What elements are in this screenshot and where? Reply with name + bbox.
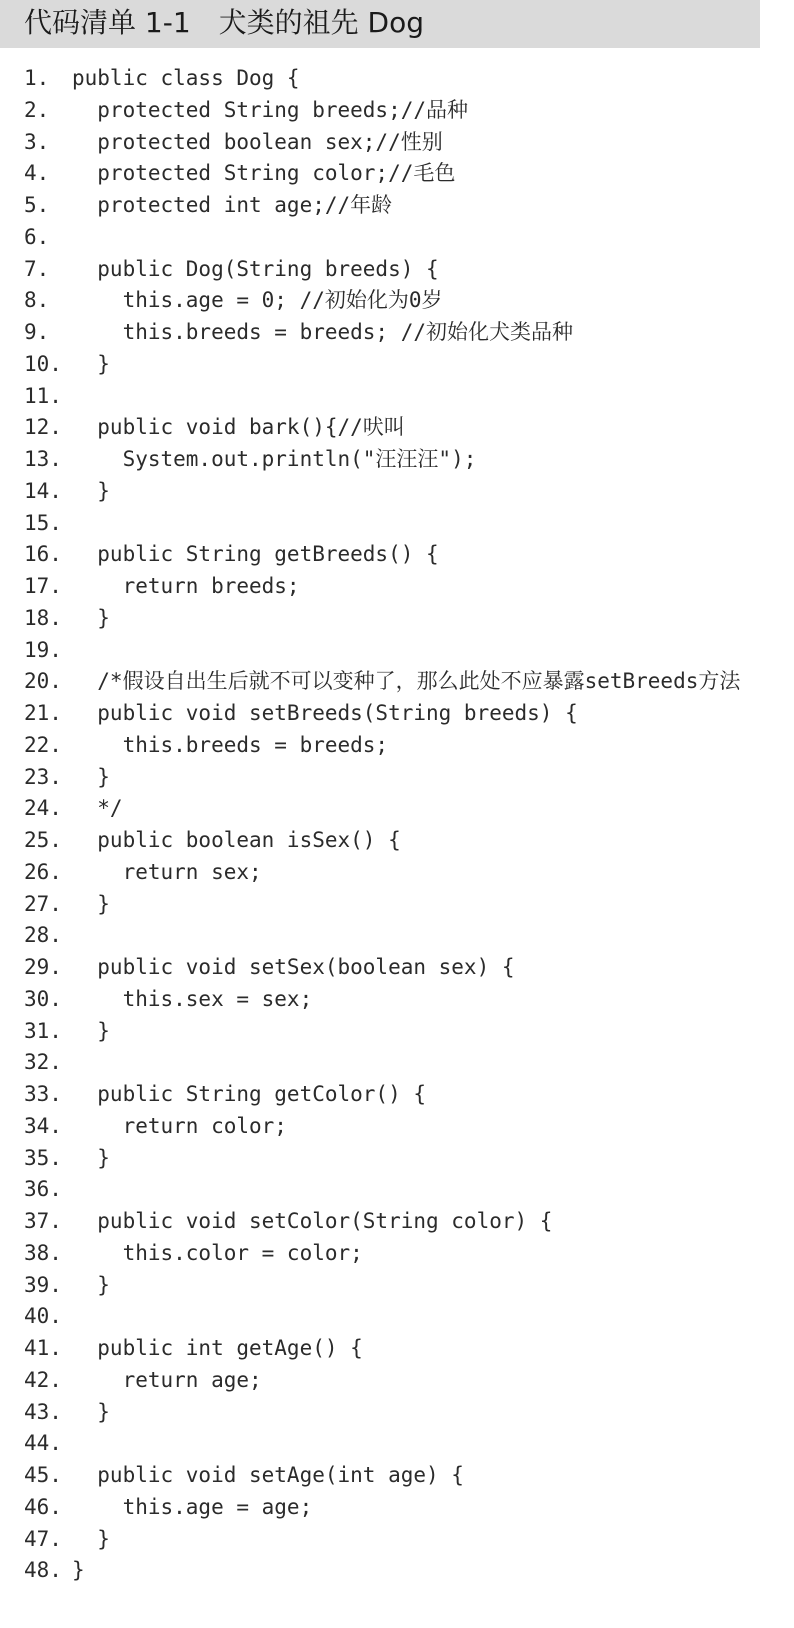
line-number: 36. <box>24 1177 62 1202</box>
line-number: 35. <box>24 1145 62 1170</box>
line-code: } <box>72 764 110 789</box>
line-code: protected boolean sex;//性别 <box>72 129 443 154</box>
line-code: this.breeds = breeds; <box>72 732 389 757</box>
code-line <box>24 94 468 126</box>
line-number: 32. <box>24 1050 62 1075</box>
code-line <box>24 761 110 793</box>
line-number: 39. <box>24 1272 62 1297</box>
line-code: } <box>72 1399 110 1424</box>
line-number: 14. <box>24 478 62 503</box>
code-line <box>24 729 388 761</box>
code-line <box>24 348 110 380</box>
line-code: this.breeds = breeds; //初始化犬类品种 <box>72 320 574 344</box>
line-number: 17. <box>24 574 62 598</box>
line-number: 21. <box>24 701 62 725</box>
code-line <box>24 951 515 983</box>
line-number: 5. <box>24 193 50 217</box>
code-line <box>24 1491 312 1523</box>
line-code: return breeds; <box>72 574 300 598</box>
line-number: 26. <box>24 859 62 884</box>
line-number: 20. <box>24 669 62 694</box>
line-code: return age; <box>72 1367 262 1392</box>
line-number: 16. <box>24 542 62 567</box>
code-line <box>24 1205 552 1237</box>
code-line <box>24 443 476 475</box>
line-code: return color; <box>72 1113 287 1138</box>
code-line <box>24 189 392 221</box>
line-number: 1. <box>24 66 50 90</box>
line-code: } <box>72 478 110 503</box>
code-line <box>24 1046 72 1078</box>
line-number: 44. <box>24 1431 62 1456</box>
code-line <box>24 221 72 253</box>
code-line <box>24 1523 110 1555</box>
line-number: 42. <box>24 1367 62 1392</box>
line-number: 33. <box>24 1082 62 1106</box>
line-number: 7. <box>24 256 50 281</box>
listing-title: 代码清单 1-1 犬类的祖先 Dog <box>24 6 424 39</box>
code-line <box>24 1459 464 1491</box>
line-number: 37. <box>24 1209 62 1233</box>
code-line <box>24 1142 110 1174</box>
code-line <box>24 538 439 570</box>
line-code: */ <box>72 796 123 821</box>
code-line <box>24 888 110 920</box>
line-code: } <box>72 1558 85 1583</box>
line-number: 4. <box>24 161 50 186</box>
line-code: public Dog(String breeds) { <box>72 256 439 281</box>
line-code: public int getAge() { <box>72 1336 363 1360</box>
line-code: public String getBreeds() { <box>72 542 439 567</box>
line-number: 3. <box>24 129 50 154</box>
line-code: this.sex = sex; <box>72 986 313 1011</box>
line-number: 46. <box>24 1494 62 1519</box>
code-line <box>24 824 401 856</box>
code-line <box>24 1396 110 1428</box>
line-number: 11. <box>24 383 62 408</box>
line-code: public void setBreeds(String breeds) { <box>72 701 578 725</box>
line-number: 38. <box>24 1240 62 1265</box>
line-code: } <box>72 1018 110 1043</box>
line-code: public void setColor(String color) { <box>72 1209 553 1233</box>
code-line <box>24 1554 85 1586</box>
line-number: 25. <box>24 828 62 852</box>
code-line <box>24 316 573 348</box>
line-number: 40. <box>24 1304 62 1329</box>
code-line <box>24 792 123 824</box>
line-code: protected String color;//毛色 <box>72 161 456 186</box>
code-line <box>24 253 439 285</box>
line-number: 24. <box>24 796 62 821</box>
code-line <box>24 697 578 729</box>
code-line <box>24 983 312 1015</box>
code-line <box>24 507 72 539</box>
code-line <box>24 1332 363 1364</box>
line-number: 2. <box>24 97 50 122</box>
code-line <box>24 856 262 888</box>
line-code: this.age = age; <box>72 1494 313 1519</box>
line-number: 18. <box>24 605 62 630</box>
line-number: 29. <box>24 955 62 979</box>
line-code: /*假设自出生后就不可以变种了，那么此处不应暴露setBreeds方法 <box>72 669 741 694</box>
code-line <box>24 1237 363 1269</box>
line-code: this.age = 0; //初始化为0岁 <box>72 288 443 313</box>
code-line <box>24 1427 72 1459</box>
code-line <box>24 157 455 189</box>
code-line <box>24 1078 426 1110</box>
line-number: 6. <box>24 224 50 249</box>
code-line <box>24 1300 72 1332</box>
line-number: 30. <box>24 986 62 1011</box>
code-line <box>24 1110 287 1142</box>
line-code: protected int age;//年龄 <box>72 193 393 217</box>
line-code: return sex; <box>72 859 262 884</box>
line-number: 28. <box>24 923 62 948</box>
line-code: public class Dog { <box>72 66 300 90</box>
line-code: } <box>72 605 110 630</box>
line-code: } <box>72 351 110 376</box>
line-number: 22. <box>24 732 62 757</box>
code-line <box>24 126 443 158</box>
code-line <box>24 665 740 697</box>
line-number: 43. <box>24 1399 62 1424</box>
code-line <box>24 602 110 634</box>
line-number: 12. <box>24 415 62 440</box>
code-line <box>24 1364 262 1396</box>
line-code: } <box>72 1272 110 1297</box>
line-number: 19. <box>24 637 62 662</box>
code-line <box>24 411 405 443</box>
line-code: } <box>72 891 110 916</box>
code-line <box>24 634 72 666</box>
line-code: } <box>72 1526 110 1551</box>
line-code: System.out.println("汪汪汪"); <box>72 447 477 471</box>
line-number: 27. <box>24 891 62 916</box>
line-number: 31. <box>24 1018 62 1043</box>
code-line <box>24 1173 72 1205</box>
code-line <box>24 1015 110 1047</box>
code-line <box>24 284 443 316</box>
line-number: 13. <box>24 447 62 471</box>
line-number: 23. <box>24 764 62 789</box>
line-number: 15. <box>24 510 62 535</box>
line-number: 9. <box>24 320 50 344</box>
code-line <box>24 475 110 507</box>
code-line <box>24 919 72 951</box>
code-line <box>24 62 300 94</box>
code-line <box>24 570 300 602</box>
line-code: public void setSex(boolean sex) { <box>72 955 515 979</box>
line-code: public boolean isSex() { <box>72 828 401 852</box>
line-number: 10. <box>24 351 62 376</box>
line-number: 48. <box>24 1558 62 1583</box>
line-code: public String getColor() { <box>72 1082 427 1106</box>
line-number: 34. <box>24 1113 62 1138</box>
line-code: } <box>72 1145 110 1170</box>
line-code: protected String breeds;//品种 <box>72 97 469 122</box>
line-number: 45. <box>24 1463 62 1487</box>
line-number: 47. <box>24 1526 62 1551</box>
line-code: public void bark(){//吠叫 <box>72 415 405 440</box>
line-code: public void setAge(int age) { <box>72 1463 464 1487</box>
line-code: this.color = color; <box>72 1240 363 1265</box>
code-line <box>24 380 72 412</box>
code-line <box>24 1269 110 1301</box>
line-number: 8. <box>24 288 50 313</box>
line-number: 41. <box>24 1336 62 1360</box>
